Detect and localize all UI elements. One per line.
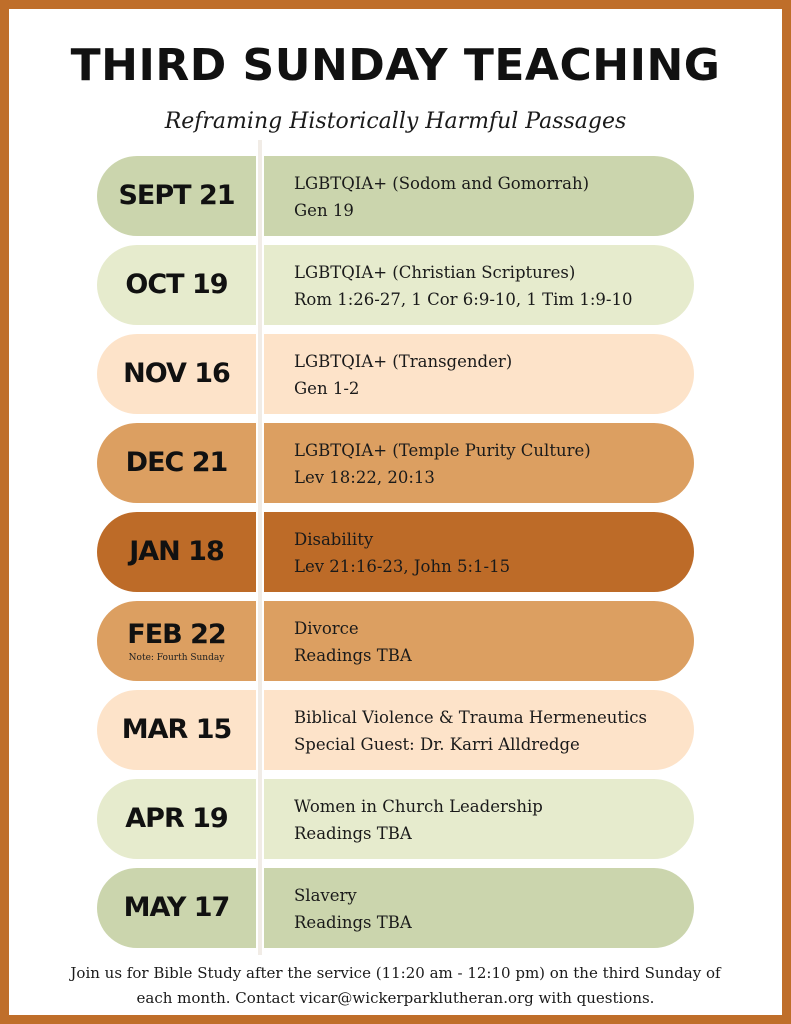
date-pill [97,512,256,592]
topic-readings: Readings TBA [294,824,412,843]
topic-readings: Readings TBA [294,913,412,932]
schedule-row-nov [97,334,694,414]
topic-pill [264,601,694,681]
topic-title: Biblical Violence & Trauma Hermeneutics [294,708,647,727]
footer-line-2: each month. Contact vicar@wickerparklutheran.org with questions. [136,989,655,1007]
topic-title: LGBTQIA+ (Christian Scriptures) [294,263,576,282]
topic-title: LGBTQIA+ (Sodom and Gomorrah) [294,174,590,193]
topic-pill [264,512,694,592]
topic-title: Divorce [294,619,359,638]
date-pill [97,601,256,681]
topic-title: LGBTQIA+ (Transgender) [294,352,513,371]
schedule-row-feb [97,601,694,681]
topic-pill [264,690,694,770]
date-pill [97,690,256,770]
schedule-row-may [97,868,694,948]
schedule-row-dec [97,423,694,503]
date-pill [97,334,256,414]
topic-readings: Readings TBA [294,646,412,665]
date-label: MAR 15 [121,714,232,745]
date-label: FEB 22 [127,618,226,650]
topic-readings: Lev 21:16-23, John 5:1-15 [294,557,511,576]
page-title: THIRD SUNDAY TEACHING [70,40,721,91]
footer-line-1: Join us for Bible Study after the service (11:20 am - 12:10 pm) on the third Sunday of [70,964,721,982]
schedule-row-apr [97,779,694,859]
date-pill [97,779,256,859]
date-label: DEC 21 [125,447,228,478]
date-pill [97,423,256,503]
topic-readings: Lev 18:22, 20:13 [294,468,435,487]
topic-title: LGBTQIA+ (Temple Purity Culture) [294,441,591,460]
schedule-row-mar [97,690,694,770]
topic-pill [264,868,694,948]
topic-pill [264,245,694,325]
page-subtitle: Reframing Historically Harmful Passages [164,109,627,134]
date-label: JAN 18 [129,536,224,567]
topic-title: Disability [294,530,374,549]
date-label: SEPT 21 [118,180,235,211]
topic-title: Women in Church Leadership [294,797,543,816]
topic-readings: Rom 1:26-27, 1 Cor 6:9-10, 1 Tim 1:9-10 [294,290,633,309]
topic-pill [264,779,694,859]
topic-readings: Special Guest: Dr. Karri Alldredge [294,735,580,754]
schedule-row-jan [97,512,694,592]
topic-readings: Gen 19 [294,201,354,220]
date-pill [97,868,256,948]
topic-pill [264,156,694,236]
date-label: APR 19 [125,803,228,834]
topic-readings: Gen 1-2 [294,379,360,398]
schedule-row-oct [97,245,694,325]
date-pill [97,245,256,325]
date-pill [97,156,256,236]
footer-info [20,961,771,1011]
topic-title: Slavery [294,886,357,905]
topic-pill [264,334,694,414]
date-note: Note: Fourth Sunday [128,652,225,663]
date-label: NOV 16 [123,358,230,389]
schedule-row-sept [97,156,694,236]
date-label: OCT 19 [125,269,228,300]
date-label: MAY 17 [123,892,230,923]
topic-pill [264,423,694,503]
